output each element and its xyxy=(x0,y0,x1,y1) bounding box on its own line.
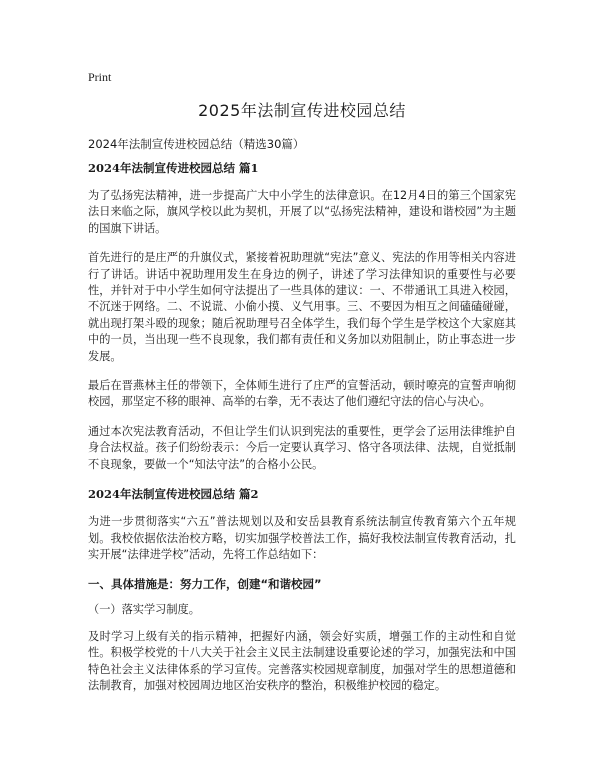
article-body xyxy=(88,160,516,707)
sub-item-heading: （一）落实学习制度。 xyxy=(88,603,200,617)
paragraph: 为进一步贯彻落实“六五”普法规划以及和安岳县教育系统法制宣传教育第六个五年规划。我校依据依法治校方略，切实加强学校普法工作，搞好我校法制宣传教育活动，扎实开展“法律进学校”活动，先将工作总结如下： xyxy=(88,515,516,561)
section-heading-1: 2024年法制宣传进校园总结 篇1 xyxy=(88,161,259,175)
paragraph: 及时学习上级有关的指示精神，把握好内涵，领会好实质，增强工作的主动性和自觉性。积极学校党的十八大关于社会主义民主法制建设重要论述的学习，加强宪法和中国特色社会主义法律体系的学习宣传。完善落实校园规章制度，加强对学生的思想道德和法制教育，加强对校园周边地区治安秩序的整治，积极维护校园的稳定。 xyxy=(88,629,516,692)
paragraph: 通过本次宪法教育活动，不但让学生们认识到宪法的重要性，更学会了运用法律维护自身合法权益。孩子们纷纷表示：今后一定要认真学习、恪守各项法律、法规，自觉抵制不良现象，要做一个“知法守法”的合格小公民。 xyxy=(88,424,516,471)
page-subtitle: 2024年法制宣传进校园总结（精选30篇） xyxy=(88,137,305,151)
paragraph: 最后在晋燕林主任的带领下，全体师生进行了庄严的宣誓活动，顿时嘹亮的宣誓声响彻校园，那坚定不移的眼神、高举的右拳，无不表达了他们遵纪守法的信心与决心。 xyxy=(88,379,516,409)
page-title: 2025年法制宣传进校园总结 xyxy=(198,101,406,120)
section-heading-2: 2024年法制宣传进校园总结 篇2 xyxy=(88,487,259,502)
paragraph: 首先进行的是庄严的升旗仪式，紧接着祝助理就“宪法”意义、宪法的作用等相关内容进行了讲话。讲话中祝助理用发生在身边的例子，讲述了学习法律知识的重要性与必要性，并针对于中小学生如何守法提出了一些具体的建议：一、不带通讯工具进入校园，不沉迷于网络。二、不说谎、小偷小摸、义气用事。三、不要因为相互之间磕磕碰碰，就出现打架斗殴的现象；随后祝助理号召全体学生，我们每个学生是学校这个大家庭其中的一员，当出现一些不良现象，我们都有责任和义务加以劝阻制止，防止事态进一步发展。 xyxy=(88,251,516,363)
print-link[interactable]: Print xyxy=(88,70,112,84)
paragraph: 为了弘扬宪法精神，进一步提高广大中小学生的法律意识。在12月4日的第三个国家宪法日来临之际，旗风学校以此为契机，开展了以“弘扬宪法精神，建设和谐校园”为主题的国旗下讲话。 xyxy=(88,189,516,235)
subsection-heading: 一、具体措施是：努力工作，创建“和谐校园” xyxy=(88,577,322,592)
